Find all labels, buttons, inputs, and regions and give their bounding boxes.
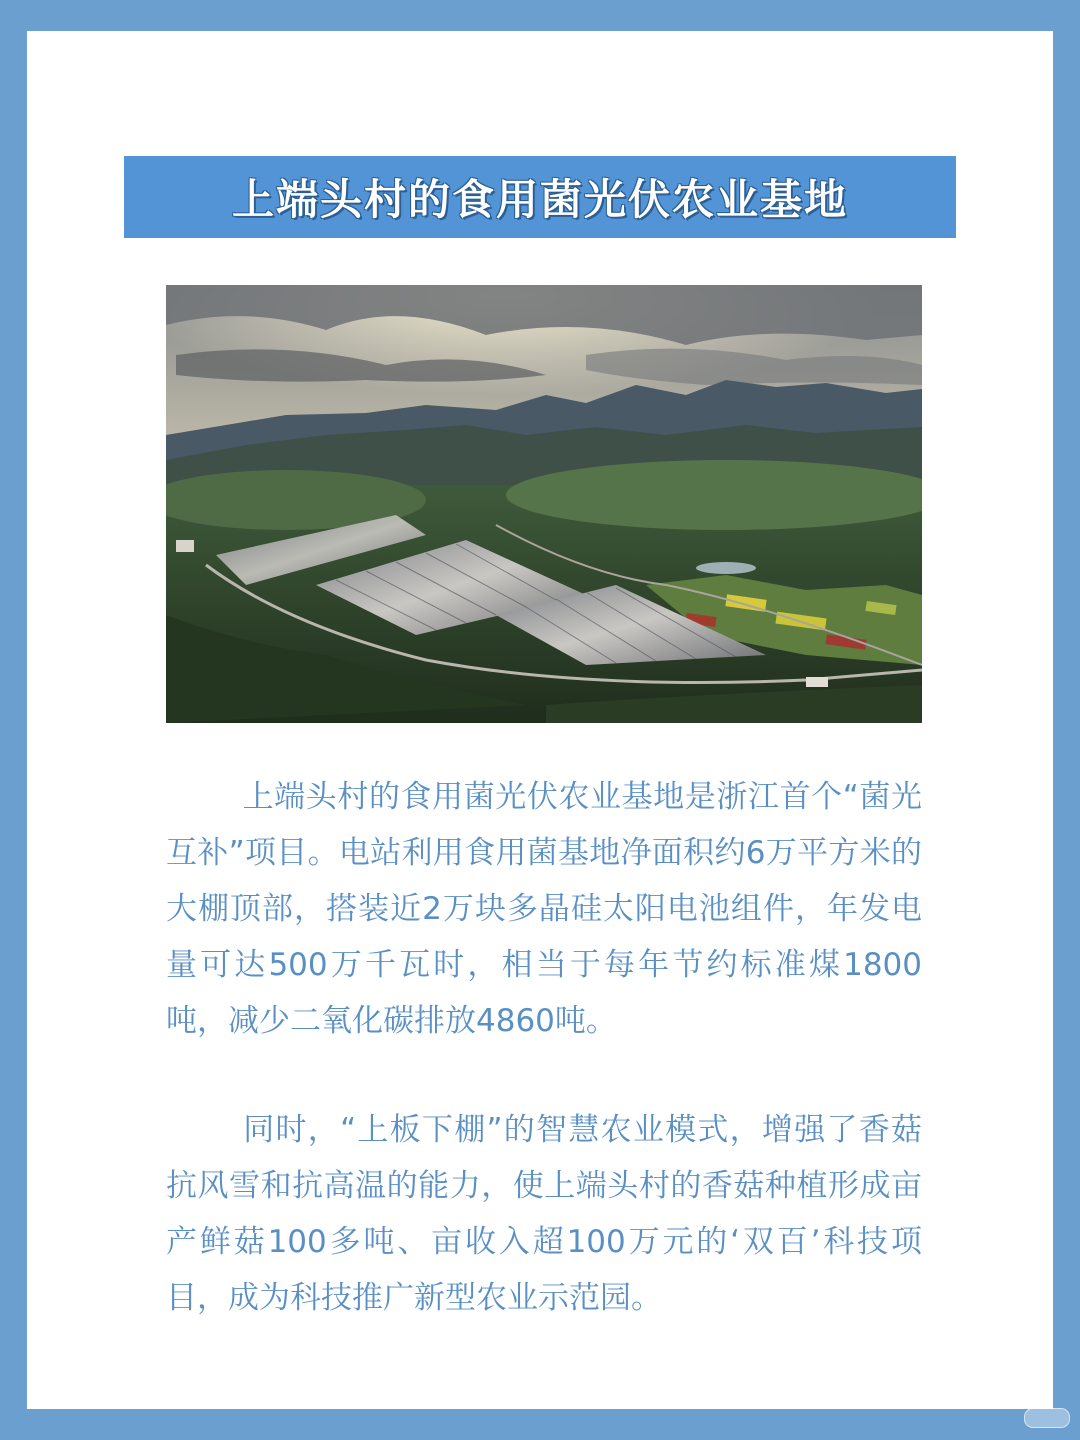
aerial-view-solar-farm-icon <box>166 285 922 723</box>
content-page <box>27 31 1053 1409</box>
page-title: 上端头村的食用菌光伏农业基地 <box>231 175 848 224</box>
body-paragraph-2 <box>166 1102 922 1326</box>
body-paragraph-2-text: 同时，“上板下棚”的智慧农业模式，增强了香菇抗风雪和抗高温的能力，使上端头村的香菇种植形成亩产鲜菇100多吨、亩收入超100万元的‘双百’科技项目，成为科技推广新型农业示范园。 <box>166 1112 922 1316</box>
watermark-badge <box>1024 1408 1070 1428</box>
title-banner <box>124 156 956 238</box>
body-paragraph-1-text: 上端头村的食用菌光伏农业基地是浙江首个“菌光互补”项目。电站利用食用菌基地净面积约6万平方米的大棚顶部，搭装近2万块多晶硅太阳电池组件，年发电量可达500万千瓦时，相当于每年节约标准煤1800吨，减少二氧化碳排放4860吨。 <box>166 779 922 1039</box>
body-paragraph-1 <box>166 769 922 1049</box>
